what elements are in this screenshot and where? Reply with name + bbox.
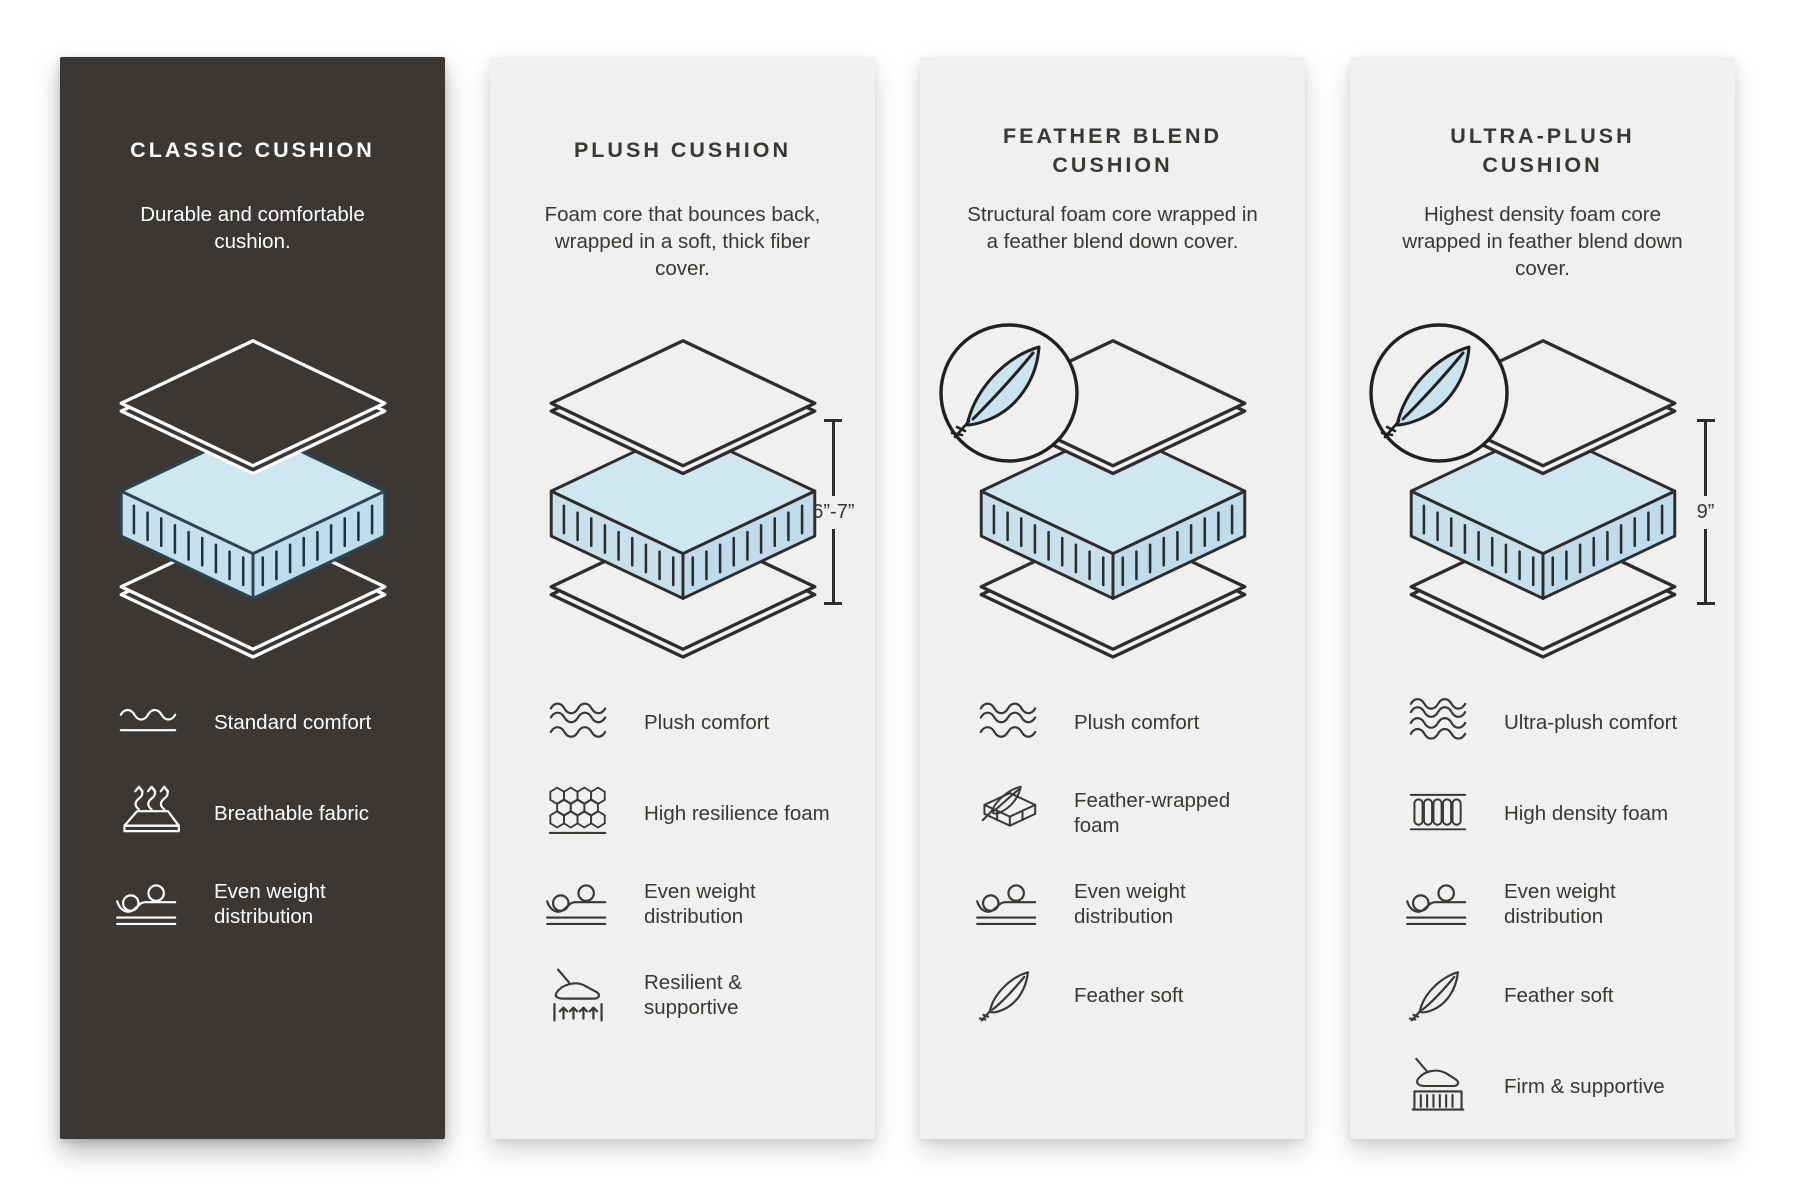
feature-row xyxy=(544,693,839,751)
even-weight-icon xyxy=(114,875,182,933)
even-weight-icon xyxy=(1404,875,1472,933)
panel-title: PLUSH CUSHION xyxy=(573,138,792,163)
feature-row xyxy=(544,784,839,842)
honeycomb-foam-icon xyxy=(544,784,612,842)
firm-support-icon xyxy=(1404,1057,1472,1115)
feature-label: Even weight distribution xyxy=(1504,880,1616,928)
double-wave-icon xyxy=(974,693,1042,751)
feature-row xyxy=(1404,1057,1699,1115)
feature-label: Plush comfort xyxy=(1074,710,1200,734)
feature-row xyxy=(974,784,1269,842)
dimension-cap-bottom xyxy=(824,602,842,605)
dimension-label: 9” xyxy=(1696,500,1715,523)
layered-cushion-icon xyxy=(105,333,401,659)
feather-wrapped-foam-icon xyxy=(974,784,1042,842)
feature-label: Plush comfort xyxy=(644,710,770,734)
panel-plush-cushion xyxy=(490,57,875,1139)
cushion-layers-illustration xyxy=(105,333,401,659)
feather-icon xyxy=(1404,966,1472,1024)
cushion-layers-illustration xyxy=(965,333,1261,659)
feature-label: Feather-wrapped foam xyxy=(1074,789,1231,837)
feature-list xyxy=(956,693,1269,1024)
feature-label: Feather soft xyxy=(1074,983,1184,1007)
panel-description: Durable and comfortable cushion. xyxy=(140,203,365,254)
dimension-label: 6”-7” xyxy=(812,500,855,523)
dimension-marker xyxy=(812,419,854,605)
cushion-layers-illustration xyxy=(535,333,855,659)
feature-row xyxy=(974,875,1269,933)
feature-label: Standard comfort xyxy=(214,710,372,734)
feature-row xyxy=(974,966,1269,1024)
feature-row xyxy=(114,693,409,751)
feather-badge xyxy=(1365,319,1513,467)
breathable-fabric-icon xyxy=(114,784,182,842)
double-wave-icon xyxy=(544,693,612,751)
feature-row xyxy=(1404,693,1699,751)
feature-list xyxy=(1386,693,1699,1115)
panel-title: ULTRA-PLUSH CUSHION xyxy=(1450,123,1635,177)
layered-cushion-icon xyxy=(535,333,831,659)
feature-label: Firm & supportive xyxy=(1504,1074,1665,1098)
feature-row xyxy=(544,966,839,1024)
feature-label: High resilience foam xyxy=(644,801,830,825)
feature-label: Ultra-plush comfort xyxy=(1504,710,1678,734)
feature-row xyxy=(974,693,1269,751)
feature-label: Even weight distribution xyxy=(214,880,326,928)
feature-label: Feather soft xyxy=(1504,983,1614,1007)
feature-label: Breathable fabric xyxy=(214,801,369,825)
high-density-foam-icon xyxy=(1404,784,1472,842)
cushion-layers-illustration xyxy=(1395,333,1715,659)
feature-label: High density foam xyxy=(1504,801,1669,825)
dimension-cap-bottom xyxy=(1697,602,1715,605)
panel-title: FEATHER BLEND CUSHION xyxy=(1002,123,1223,177)
resilient-support-icon xyxy=(544,966,612,1024)
feature-list xyxy=(526,693,839,1024)
panel-classic-cushion xyxy=(60,57,445,1139)
feature-row xyxy=(544,875,839,933)
dimension-marker xyxy=(1697,419,1715,605)
feature-list xyxy=(96,693,409,933)
panel-description: Foam core that bounces back, wrapped in a soft, thick fiber cover. xyxy=(544,203,821,281)
feature-row xyxy=(114,875,409,933)
panel-feather-blend-cushion xyxy=(920,57,1305,1139)
panel-title: CLASSIC CUSHION xyxy=(130,138,375,163)
feather-badge xyxy=(935,319,1083,467)
feature-label: Even weight distribution xyxy=(1074,880,1186,928)
feature-label: Even weight distribution xyxy=(644,880,756,928)
feature-label: Resilient & supportive xyxy=(644,971,742,1019)
panel-description: Structural foam core wrapped in a feather blend down cover. xyxy=(967,203,1258,254)
triple-wave-icon xyxy=(1404,693,1472,751)
feather-icon xyxy=(974,966,1042,1024)
panel-description: Highest density foam core wrapped in feather blend down cover. xyxy=(1402,203,1683,281)
feature-row xyxy=(114,784,409,842)
panel-ultra-plush-cushion xyxy=(1350,57,1735,1139)
single-wave-icon xyxy=(114,693,182,751)
feature-row xyxy=(1404,875,1699,933)
feature-row xyxy=(1404,784,1699,842)
even-weight-icon xyxy=(974,875,1042,933)
even-weight-icon xyxy=(544,875,612,933)
feature-row xyxy=(1404,966,1699,1024)
